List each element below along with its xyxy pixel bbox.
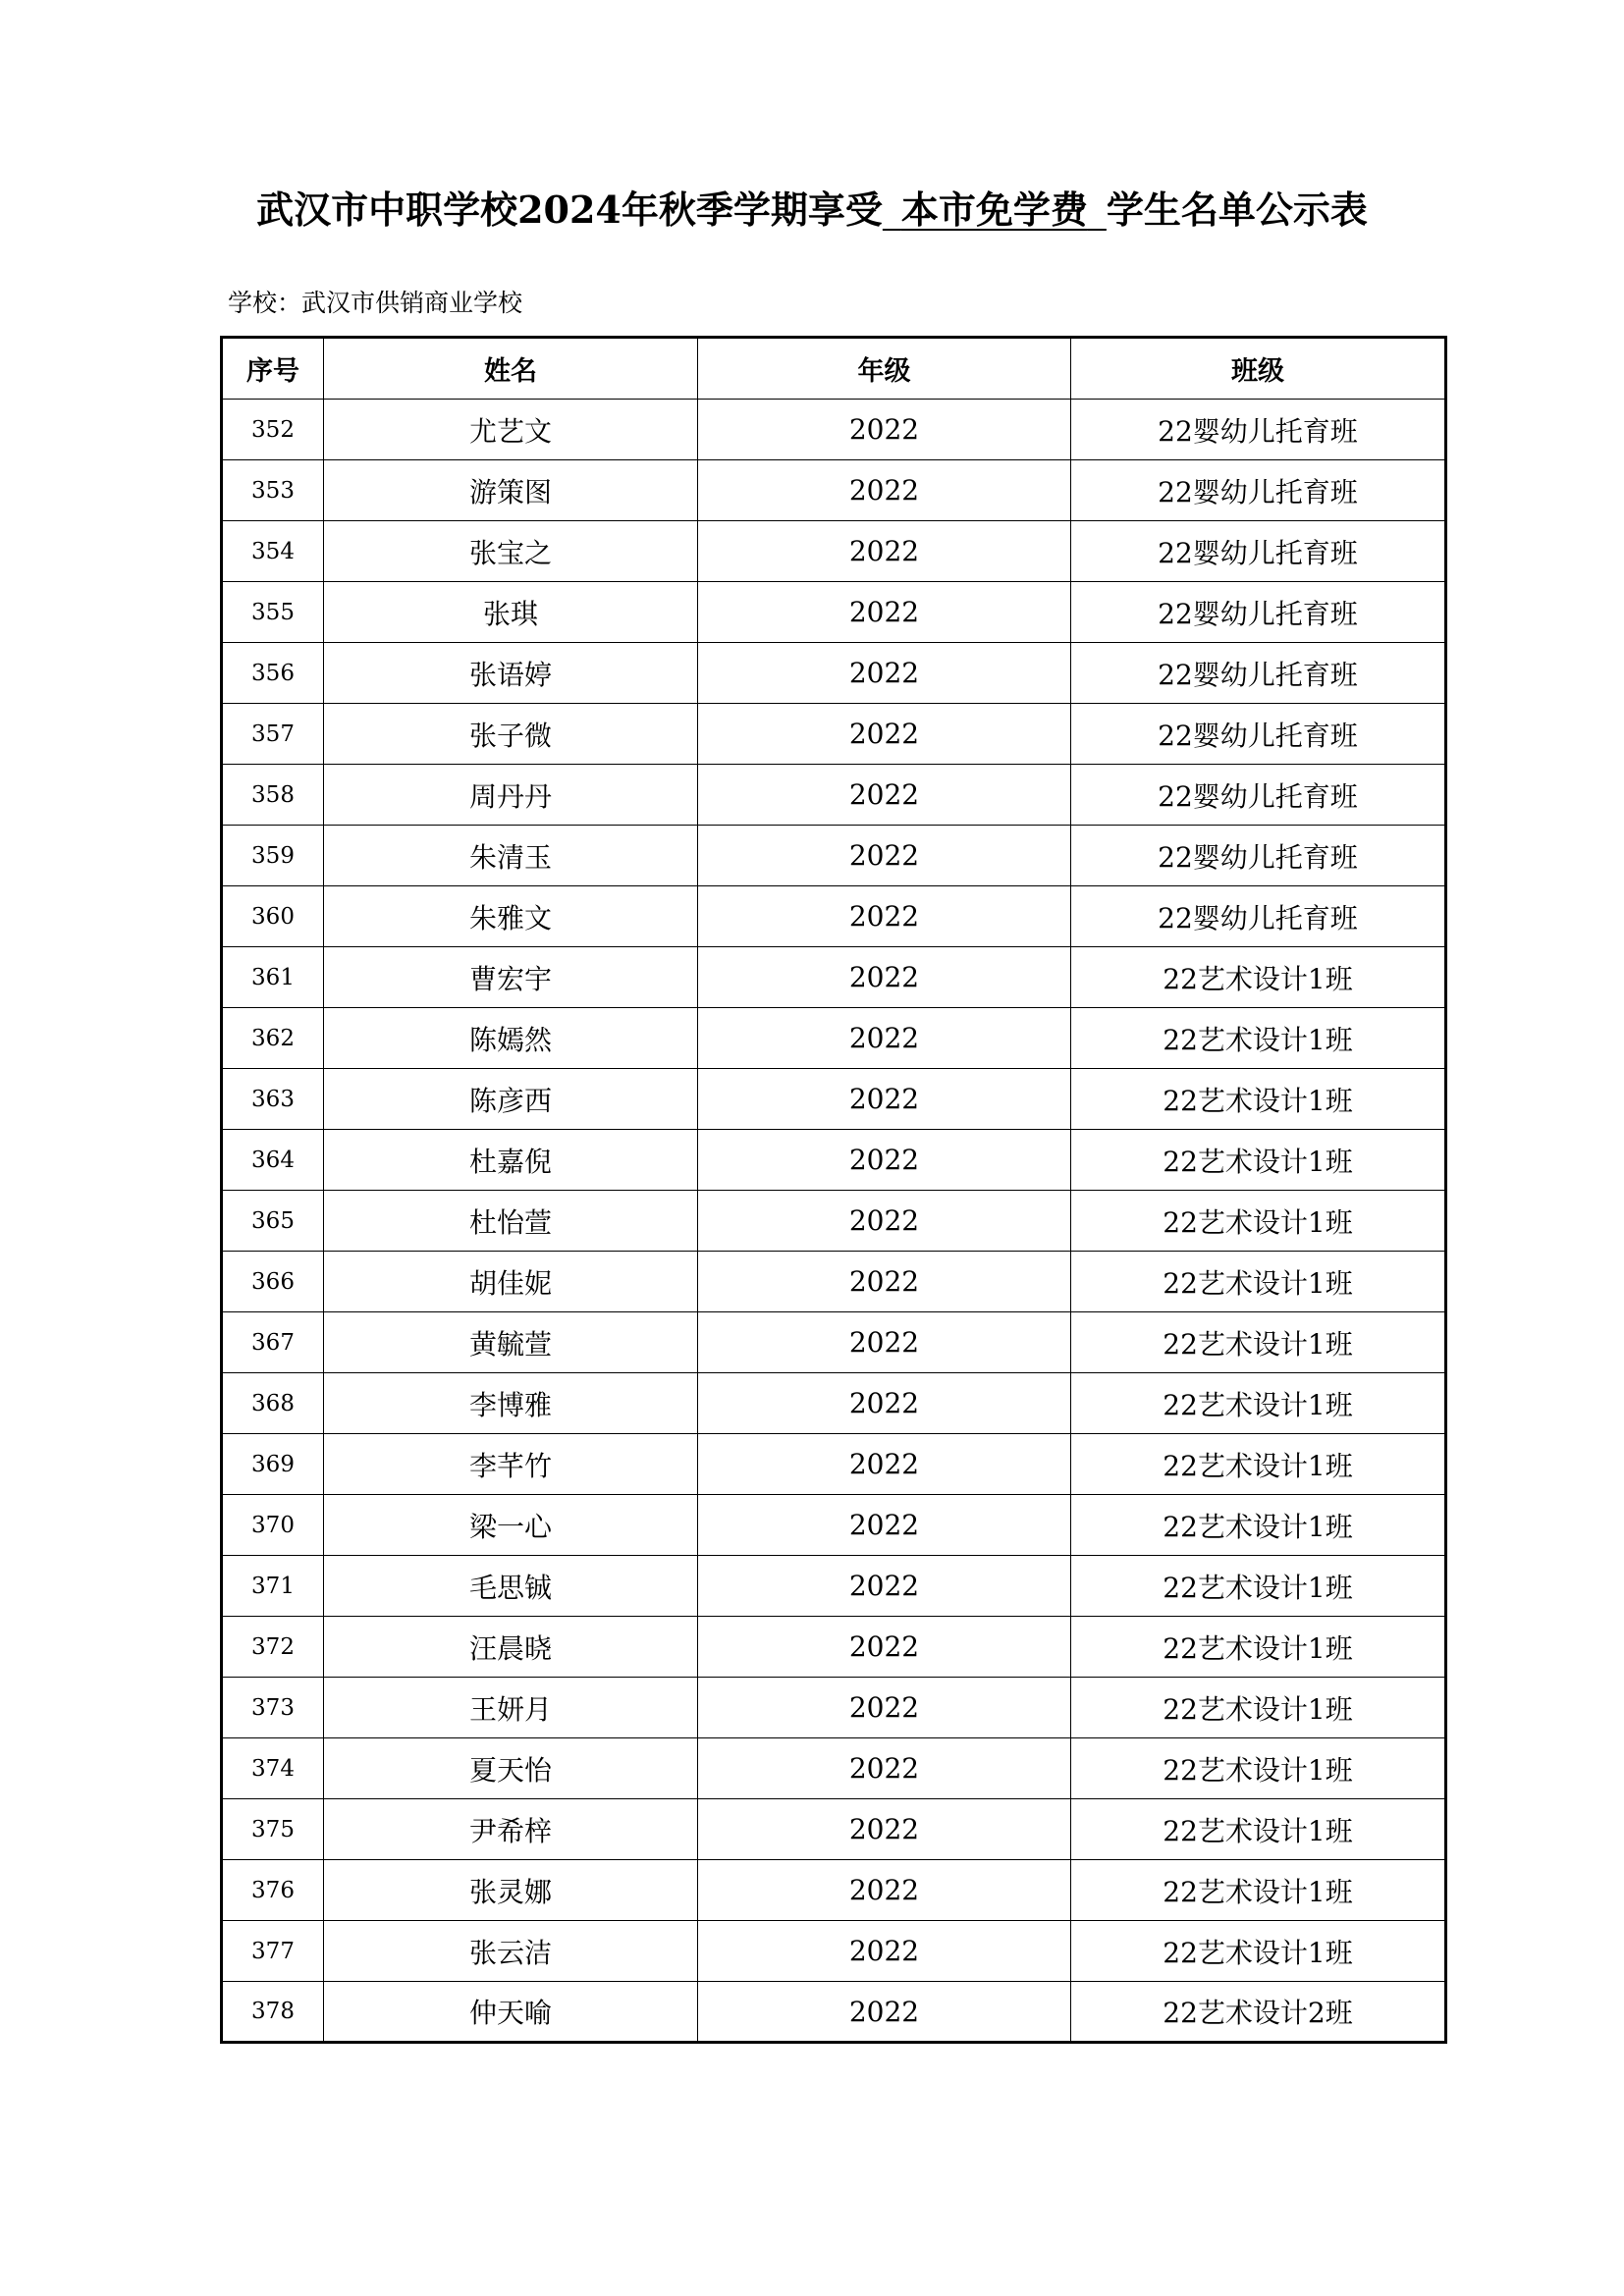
cell-name: 毛思铖 xyxy=(324,1556,698,1617)
table-row xyxy=(222,1556,1446,1617)
cell-grade: 2022 xyxy=(698,826,1071,886)
cell-grade: 2022 xyxy=(698,1373,1071,1434)
table-row xyxy=(222,1373,1446,1434)
cell-class: 22婴幼儿托育班 xyxy=(1071,643,1446,704)
cell-class: 22婴幼儿托育班 xyxy=(1071,765,1446,826)
cell-no: 355 xyxy=(222,582,324,643)
school-name: 学校：武汉市供销商业学校 xyxy=(228,289,523,317)
cell-class: 22婴幼儿托育班 xyxy=(1071,704,1446,765)
header-no: 序号 xyxy=(222,338,324,400)
cell-class: 22婴幼儿托育班 xyxy=(1071,582,1446,643)
cell-class: 22婴幼儿托育班 xyxy=(1071,400,1446,460)
cell-grade: 2022 xyxy=(698,1738,1071,1799)
cell-name: 杜嘉倪 xyxy=(324,1130,698,1191)
cell-grade: 2022 xyxy=(698,1312,1071,1373)
cell-no: 356 xyxy=(222,643,324,704)
cell-grade: 2022 xyxy=(698,886,1071,947)
table-row xyxy=(222,704,1446,765)
cell-no: 370 xyxy=(222,1495,324,1556)
table-row xyxy=(222,1860,1446,1921)
cell-class: 22艺术设计1班 xyxy=(1071,1738,1446,1799)
cell-no: 362 xyxy=(222,1008,324,1069)
cell-name: 仲天喻 xyxy=(324,1982,698,2043)
cell-grade: 2022 xyxy=(698,1130,1071,1191)
cell-grade: 2022 xyxy=(698,521,1071,582)
table-row xyxy=(222,400,1446,460)
table-row xyxy=(222,1130,1446,1191)
table-row xyxy=(222,1799,1446,1860)
cell-class: 22婴幼儿托育班 xyxy=(1071,460,1446,521)
cell-class: 22艺术设计1班 xyxy=(1071,1495,1446,1556)
table-row xyxy=(222,460,1446,521)
cell-no: 367 xyxy=(222,1312,324,1373)
cell-no: 352 xyxy=(222,400,324,460)
table-row xyxy=(222,1191,1446,1252)
cell-class: 22婴幼儿托育班 xyxy=(1071,886,1446,947)
cell-class: 22艺术设计1班 xyxy=(1071,1130,1446,1191)
cell-name: 陈彦西 xyxy=(324,1069,698,1130)
table-row xyxy=(222,1434,1446,1495)
cell-class: 22艺术设计1班 xyxy=(1071,1921,1446,1982)
table-row xyxy=(222,765,1446,826)
cell-name: 尤艺文 xyxy=(324,400,698,460)
cell-class: 22艺术设计2班 xyxy=(1071,1982,1446,2043)
cell-no: 358 xyxy=(222,765,324,826)
cell-class: 22艺术设计1班 xyxy=(1071,1678,1446,1738)
cell-class: 22艺术设计1班 xyxy=(1071,1312,1446,1373)
cell-name: 游策图 xyxy=(324,460,698,521)
cell-no: 366 xyxy=(222,1252,324,1312)
table-row xyxy=(222,1738,1446,1799)
table-row xyxy=(222,1921,1446,1982)
cell-grade: 2022 xyxy=(698,947,1071,1008)
cell-grade: 2022 xyxy=(698,1921,1071,1982)
cell-grade: 2022 xyxy=(698,643,1071,704)
table-header-row xyxy=(222,338,1446,400)
cell-name: 黄毓萱 xyxy=(324,1312,698,1373)
cell-no: 361 xyxy=(222,947,324,1008)
cell-no: 372 xyxy=(222,1617,324,1678)
cell-no: 360 xyxy=(222,886,324,947)
cell-grade: 2022 xyxy=(698,1069,1071,1130)
cell-grade: 2022 xyxy=(698,1556,1071,1617)
cell-name: 朱雅文 xyxy=(324,886,698,947)
cell-grade: 2022 xyxy=(698,704,1071,765)
cell-no: 363 xyxy=(222,1069,324,1130)
cell-class: 22艺术设计1班 xyxy=(1071,1191,1446,1252)
cell-no: 364 xyxy=(222,1130,324,1191)
cell-class: 22艺术设计1班 xyxy=(1071,1069,1446,1130)
student-table xyxy=(220,336,1447,2044)
cell-grade: 2022 xyxy=(698,460,1071,521)
cell-name: 张灵娜 xyxy=(324,1860,698,1921)
cell-name: 张云洁 xyxy=(324,1921,698,1982)
cell-name: 朱清玉 xyxy=(324,826,698,886)
table-row xyxy=(222,521,1446,582)
cell-no: 374 xyxy=(222,1738,324,1799)
cell-no: 359 xyxy=(222,826,324,886)
cell-grade: 2022 xyxy=(698,400,1071,460)
cell-name: 杜怡萱 xyxy=(324,1191,698,1252)
table-row xyxy=(222,1982,1446,2043)
cell-name: 陈嫣然 xyxy=(324,1008,698,1069)
cell-name: 张宝之 xyxy=(324,521,698,582)
cell-grade: 2022 xyxy=(698,1495,1071,1556)
cell-name: 张琪 xyxy=(324,582,698,643)
table-row xyxy=(222,643,1446,704)
cell-grade: 2022 xyxy=(698,1434,1071,1495)
cell-class: 22艺术设计1班 xyxy=(1071,1252,1446,1312)
table-row xyxy=(222,826,1446,886)
cell-grade: 2022 xyxy=(698,1860,1071,1921)
table-row xyxy=(222,886,1446,947)
cell-name: 胡佳妮 xyxy=(324,1252,698,1312)
cell-class: 22艺术设计1班 xyxy=(1071,1556,1446,1617)
cell-name: 张子微 xyxy=(324,704,698,765)
cell-class: 22婴幼儿托育班 xyxy=(1071,826,1446,886)
cell-no: 375 xyxy=(222,1799,324,1860)
header-name: 姓名 xyxy=(324,338,698,400)
cell-name: 李芊竹 xyxy=(324,1434,698,1495)
cell-name: 尹希梓 xyxy=(324,1799,698,1860)
table-row xyxy=(222,582,1446,643)
cell-grade: 2022 xyxy=(698,1008,1071,1069)
table-row xyxy=(222,1495,1446,1556)
cell-no: 378 xyxy=(222,1982,324,2043)
table-row xyxy=(222,1069,1446,1130)
table-body xyxy=(222,400,1446,2043)
title-highlight-text: 本市免学费 xyxy=(900,187,1088,232)
cell-name: 王妍月 xyxy=(324,1678,698,1738)
cell-class: 22艺术设计1班 xyxy=(1071,1617,1446,1678)
cell-name: 周丹丹 xyxy=(324,765,698,826)
cell-name: 梁一心 xyxy=(324,1495,698,1556)
cell-name: 夏天怡 xyxy=(324,1738,698,1799)
cell-class: 22艺术设计1班 xyxy=(1071,1373,1446,1434)
cell-grade: 2022 xyxy=(698,1252,1071,1312)
cell-name: 曹宏宇 xyxy=(324,947,698,1008)
title-highlight xyxy=(883,187,1107,232)
cell-name: 李博雅 xyxy=(324,1373,698,1434)
cell-grade: 2022 xyxy=(698,1799,1071,1860)
cell-class: 22艺术设计1班 xyxy=(1071,1860,1446,1921)
cell-class: 22婴幼儿托育班 xyxy=(1071,521,1446,582)
table-row xyxy=(222,1678,1446,1738)
cell-no: 369 xyxy=(222,1434,324,1495)
cell-no: 376 xyxy=(222,1860,324,1921)
cell-grade: 2022 xyxy=(698,582,1071,643)
cell-grade: 2022 xyxy=(698,765,1071,826)
cell-no: 357 xyxy=(222,704,324,765)
cell-name: 张语婷 xyxy=(324,643,698,704)
table-row xyxy=(222,1312,1446,1373)
cell-grade: 2022 xyxy=(698,1617,1071,1678)
table-row xyxy=(222,1008,1446,1069)
cell-no: 373 xyxy=(222,1678,324,1738)
page-title xyxy=(0,185,1624,236)
title-suffix: 学生名单公示表 xyxy=(1106,187,1368,232)
cell-class: 22艺术设计1班 xyxy=(1071,1008,1446,1069)
table-row xyxy=(222,1252,1446,1312)
cell-grade: 2022 xyxy=(698,1678,1071,1738)
cell-no: 353 xyxy=(222,460,324,521)
cell-grade: 2022 xyxy=(698,1191,1071,1252)
cell-grade: 2022 xyxy=(698,1982,1071,2043)
cell-class: 22艺术设计1班 xyxy=(1071,1799,1446,1860)
cell-no: 365 xyxy=(222,1191,324,1252)
cell-name: 汪晨晓 xyxy=(324,1617,698,1678)
title-prefix: 武汉市中职学校2024年秋季学期享受 xyxy=(256,187,883,232)
table-row xyxy=(222,947,1446,1008)
cell-class: 22艺术设计1班 xyxy=(1071,1434,1446,1495)
table-row xyxy=(222,1617,1446,1678)
cell-no: 368 xyxy=(222,1373,324,1434)
cell-no: 371 xyxy=(222,1556,324,1617)
header-class: 班级 xyxy=(1071,338,1446,400)
header-grade: 年级 xyxy=(698,338,1071,400)
cell-class: 22艺术设计1班 xyxy=(1071,947,1446,1008)
cell-no: 377 xyxy=(222,1921,324,1982)
cell-no: 354 xyxy=(222,521,324,582)
